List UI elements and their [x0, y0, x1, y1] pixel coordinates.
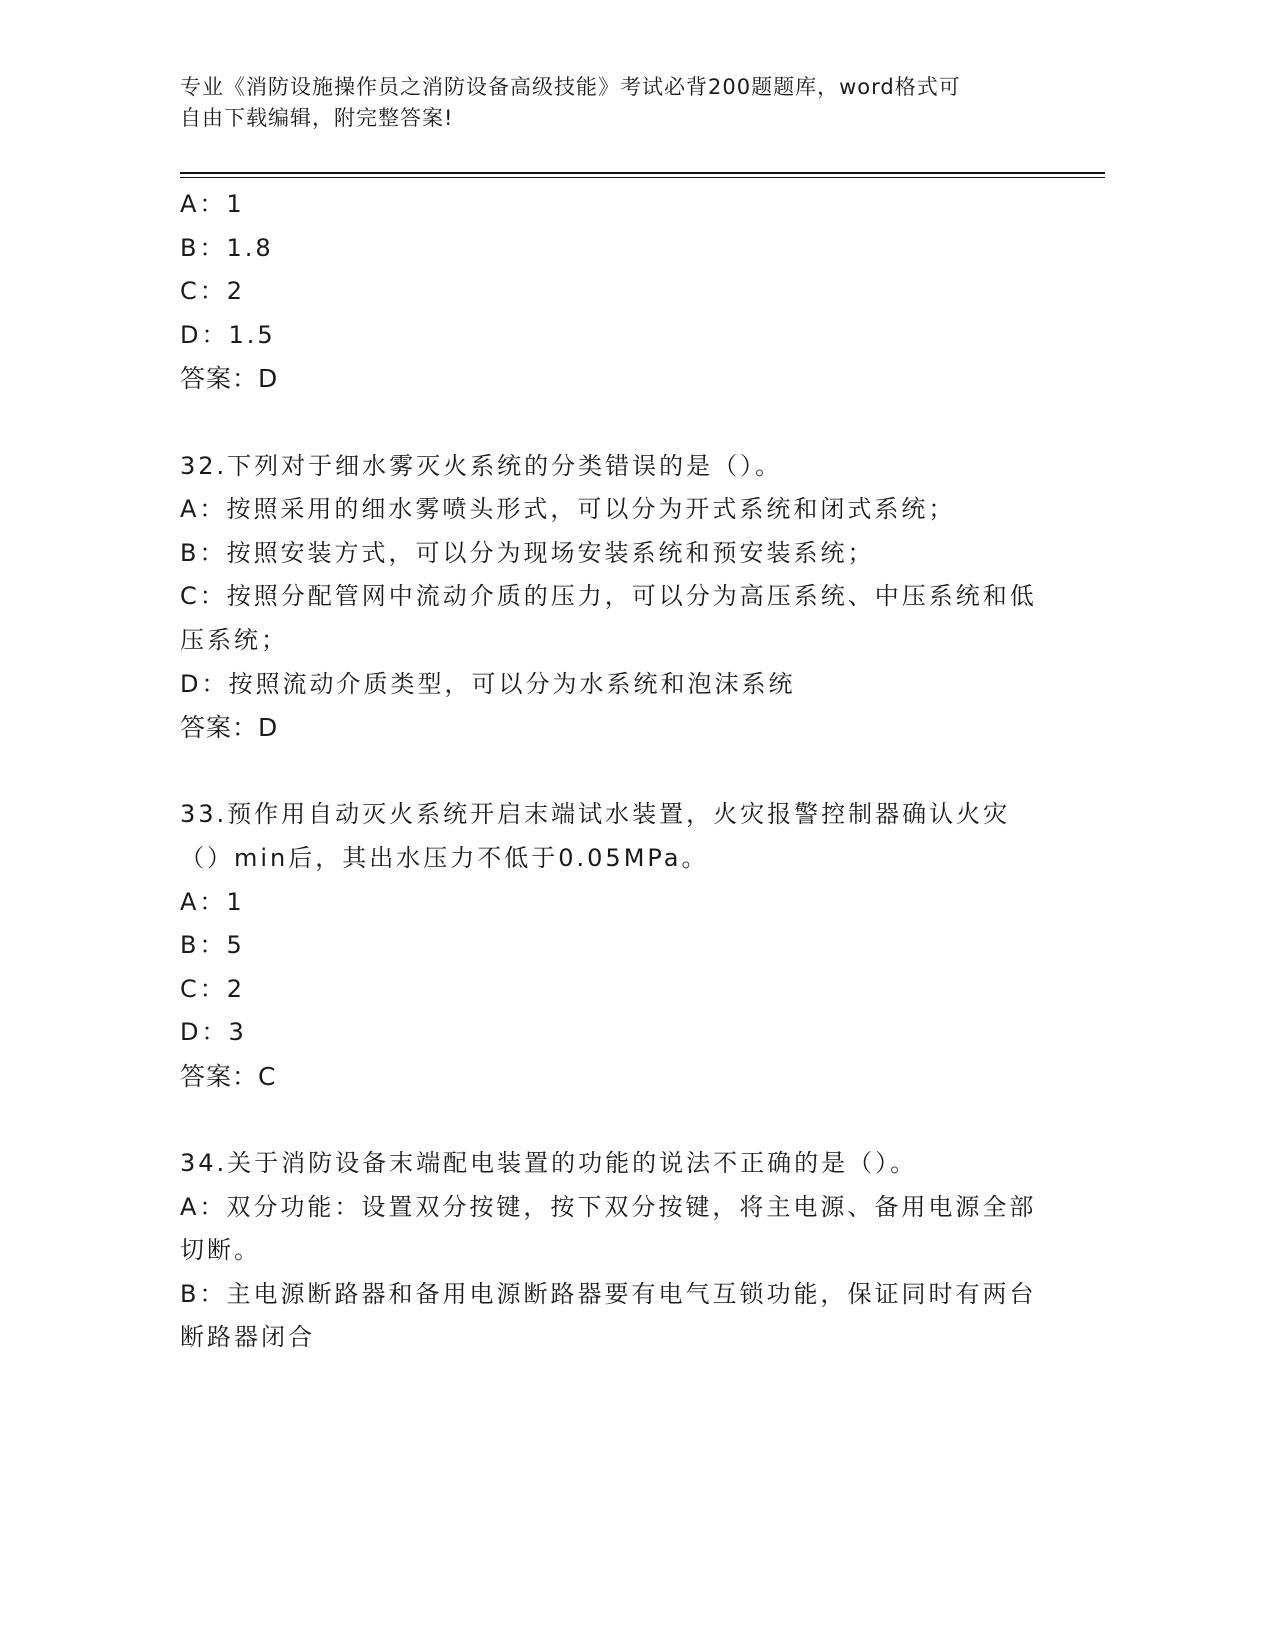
option-c: C：2 [180, 974, 246, 1003]
spacer [180, 750, 1040, 794]
spacer [180, 401, 1040, 445]
option-a: A：1 [180, 190, 245, 218]
header-divider-thin [180, 177, 1105, 178]
question-stem: 34.关于消防设备末端配电装置的功能的说法不正确的是（）。 [180, 1149, 918, 1178]
page-header [180, 72, 1040, 134]
option-a: A：按照采用的细水雾喷头形式，可以分为开式系统和闭式系统； [180, 495, 956, 524]
answer: 答案：D [180, 364, 279, 394]
option-a: A：1 [180, 887, 245, 916]
option-b: B：主电源断路器和备用电源断路器要有电气互锁功能，保证同时有两台断路器闭合 [180, 1279, 1037, 1352]
question-list [180, 183, 1040, 1360]
option-d: D：3 [180, 1018, 247, 1047]
option-d: D：1.5 [180, 320, 276, 349]
answer: 答案：C [180, 1061, 277, 1091]
question-stem: 33.预作用自动灭火系统开启末端试水装置，火灾报警控制器确认火灾（）min后，其出水压力不低于0.05MPa。 [180, 800, 1011, 872]
question-34 [180, 1142, 1040, 1360]
answer: 答案：D [180, 713, 279, 743]
question-32 [180, 445, 1040, 750]
option-c: C：2 [180, 277, 246, 306]
header-line-1: 专业《消防设施操作员之消防设备高级技能》考试必背200题题库，word格式可 [180, 75, 961, 99]
question-31-continued [180, 183, 1040, 401]
option-d: D：按照流动介质类型，可以分为水系统和泡沫系统 [180, 669, 796, 698]
option-c: C：按照分配管网中流动介质的压力，可以分为高压系统、中压系统和低压系统； [180, 582, 1037, 654]
spacer [180, 1098, 1040, 1142]
question-33 [180, 793, 1040, 1098]
option-b: B：5 [180, 931, 245, 960]
header-line-2: 自由下载编辑，附完整答案! [180, 106, 454, 130]
option-b: B：1.8 [180, 233, 274, 262]
question-stem: 32.下列对于细水雾灭火系统的分类错误的是（）。 [180, 451, 783, 480]
option-a: A：双分功能：设置双分按键，按下双分按键，将主电源、备用电源全部切断。 [180, 1192, 1037, 1265]
option-b: B：按照安装方式，可以分为现场安装系统和预安装系统； [180, 538, 875, 567]
header-divider-thick [180, 172, 1105, 174]
